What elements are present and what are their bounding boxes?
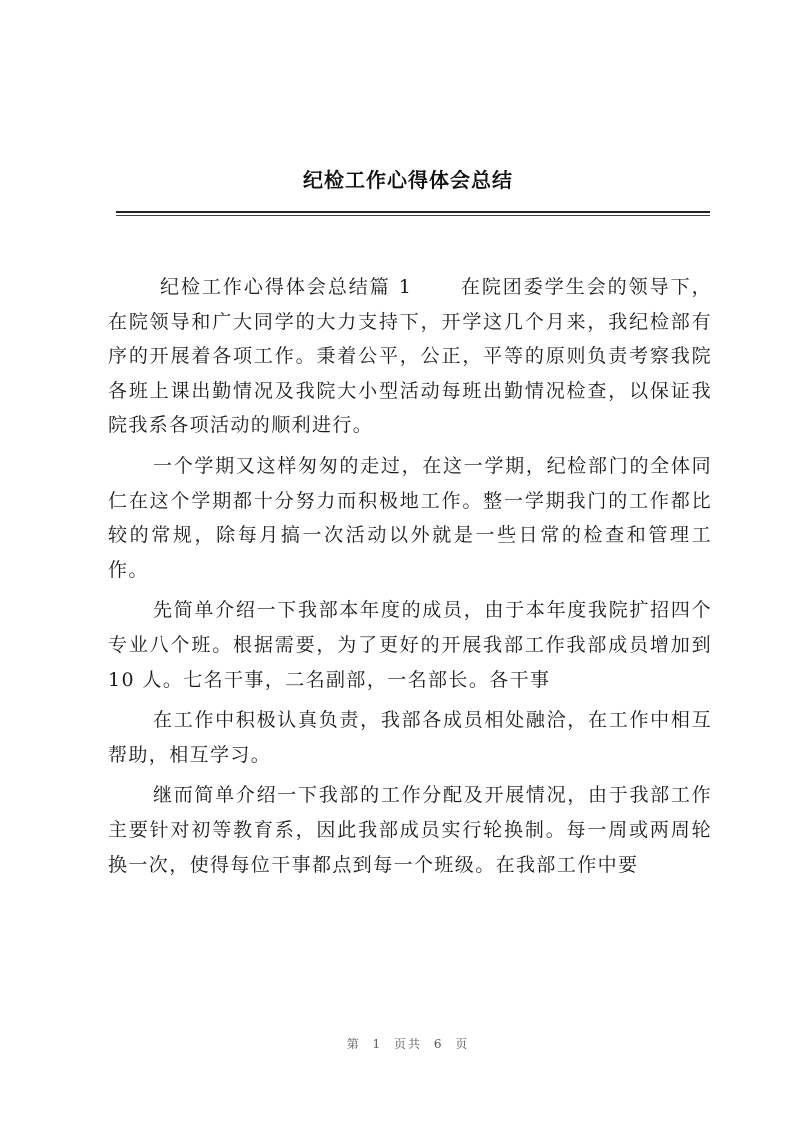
page-footer: 第 1 页共 6 页 — [346, 1037, 470, 1051]
paragraph-1-text: 在院团委学生会的领导下，在院领导和广大同学的大力支持下，开学这几个月来，我纪检部有序的开展着各项工作。秉着公平，公正，平等的原则负责考察我院各班上课出勤情况及我院大小型活动每班出勤情况检查，以保证我院我系各项活动的顺利进行。 — [108, 276, 712, 437]
title-rule-thin — [116, 215, 710, 216]
paragraph-4: 在工作中积极认真负责，我部各成员相处融洽，在工作中相互帮助，相互学习。 — [108, 709, 712, 766]
intro-heading: 纪检工作心得体会总结篇 1 — [160, 276, 413, 298]
title-rule-thick — [116, 211, 710, 213]
paragraph-2: 一个学期又这样匆匆的走过，在这一学期，纪检部门的全体同仁在这个学期都十分努力而积极地工作。整一学期我门的工作都比较的常规，除每月搞一次活动以外就是一些日常的检查和管理工作。 — [108, 454, 712, 581]
paragraph-3: 先简单介绍一下我部本年度的成员，由于本年度我院扩招四个专业八个班。根据需要，为了更好的开展我部工作我部成员增加到 10 人。七名干事，二名副部，一名部长。各干事 — [108, 599, 712, 691]
document-body — [108, 270, 712, 888]
paragraph-1 — [108, 270, 712, 443]
document-title: 纪检工作心得体会总结 — [303, 168, 513, 192]
paragraph-5: 继而简单介绍一下我部的工作分配及开展情况，由于我部工作主要针对初等教育系，因此我部成员实行轮换制。每一周或两周轮换一次，使得每位干事都点到每一个班级。在我部工作中要 — [108, 784, 712, 876]
